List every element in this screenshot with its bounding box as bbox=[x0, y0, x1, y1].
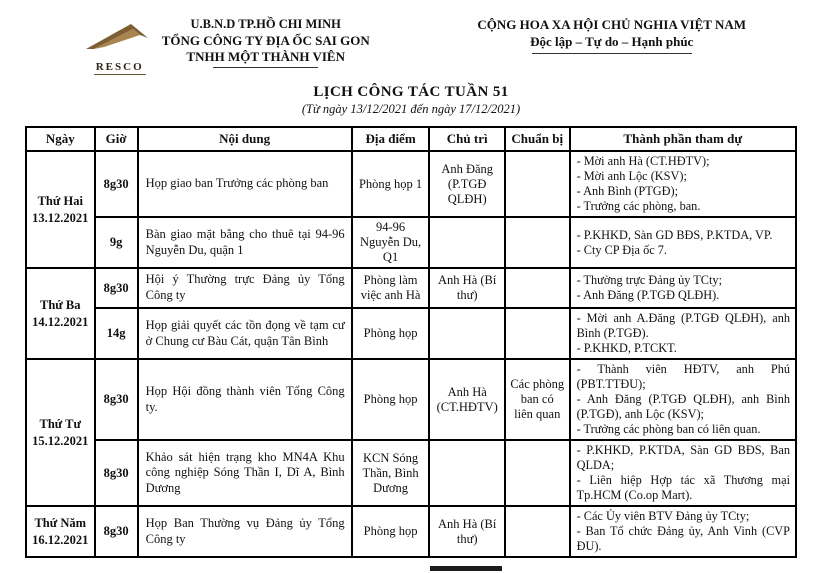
day-cell: Thứ Hai 13.12.2021 bbox=[26, 151, 95, 268]
location-cell: 94-96 Nguyễn Du, Q1 bbox=[352, 217, 430, 268]
participant-line: - Mời anh Lộc (KSV); bbox=[576, 169, 687, 183]
column-header-4: Chủ trì bbox=[429, 127, 504, 151]
title-block bbox=[25, 84, 797, 117]
location-cell: KCN Sóng Thần, Bình Dương bbox=[352, 440, 430, 506]
table-row bbox=[26, 440, 796, 506]
org-header-block bbox=[25, 14, 426, 75]
content-cell: Họp Ban Thường vụ Đảng ủy Tổng Công ty bbox=[138, 506, 352, 557]
column-header-1: Giờ bbox=[95, 127, 138, 151]
logo-text: RESCO bbox=[95, 61, 144, 73]
schedule-table bbox=[25, 126, 797, 558]
prepare-cell bbox=[505, 217, 570, 268]
participants-cell bbox=[570, 268, 796, 308]
location-cell: Phòng họp bbox=[352, 506, 430, 557]
org-line2: TỔNG CÔNG TY ĐỊA ỐC SAI GON bbox=[161, 32, 370, 48]
location-cell: Phòng họp bbox=[352, 308, 430, 359]
content-cell: Hội ý Thường trực Đảng ủy Tổng Công ty bbox=[138, 268, 352, 308]
org-line3: TNHH MỘT THÀNH VIÊN bbox=[186, 48, 345, 64]
participant-line: - P.KHKD, P.TCKT. bbox=[576, 341, 677, 355]
motto-underline bbox=[532, 53, 692, 54]
org-underline bbox=[213, 67, 318, 68]
prepare-cell bbox=[505, 308, 570, 359]
schedule-table-body bbox=[26, 151, 796, 557]
participant-line: - Trưởng các phòng, ban. bbox=[576, 199, 701, 213]
time-cell: 8g30 bbox=[95, 151, 138, 217]
time-cell: 14g bbox=[95, 308, 138, 359]
chair-cell: Anh Hà (CT.HĐTV) bbox=[429, 359, 504, 440]
national-motto-line1: CỘNG HOA XA HỘI CHỦ NGHIA VIỆT NAM bbox=[477, 17, 746, 32]
participant-line: - Thường trực Đảng ủy TCty; bbox=[576, 273, 722, 287]
table-row bbox=[26, 217, 796, 268]
chair-cell bbox=[429, 308, 504, 359]
content-cell: Họp Hội đồng thành viên Tổng Công ty. bbox=[138, 359, 352, 440]
table-row bbox=[26, 506, 796, 557]
participant-line: - Anh Đăng (P.TGĐ QLĐH). bbox=[576, 288, 720, 302]
time-cell: 8g30 bbox=[95, 359, 138, 440]
column-header-2: Nội dung bbox=[138, 127, 352, 151]
day-cell: Thứ Tư 15.12.2021 bbox=[26, 359, 95, 506]
prepare-cell: Các phòng ban có liên quan bbox=[505, 359, 570, 440]
content-cell: Họp giải quyết các tồn đọng về tạm cư ở Chung cư Bàu Cát, quận Tân Bình bbox=[138, 308, 352, 359]
participant-line: - Thành viên HĐTV, anh Phú (PBT.TTĐU); bbox=[576, 362, 790, 391]
chair-cell: Anh Hà (Bí thư) bbox=[429, 506, 504, 557]
participant-line: - Ban Tổ chức Đảng ủy, Anh Vinh (CVP ĐU). bbox=[576, 524, 790, 553]
roof-icon bbox=[84, 22, 156, 52]
time-cell: 8g30 bbox=[95, 440, 138, 506]
table-header-row bbox=[26, 127, 796, 151]
chair-cell bbox=[429, 217, 504, 268]
footer-mark bbox=[430, 566, 502, 571]
content-cell: Khảo sát hiện trạng kho MN4A Khu công nghiệp Sóng Thần I, Dĩ A, Bình Dương bbox=[138, 440, 352, 506]
page-subtitle: (Từ ngày 13/12/2021 đến ngày 17/12/2021) bbox=[301, 102, 521, 116]
participant-line: - Mời anh A.Đăng (P.TGĐ QLĐH), anh Bình (P.TGĐ). bbox=[576, 311, 790, 340]
column-header-3: Địa điểm bbox=[352, 127, 430, 151]
content-cell: Họp giao ban Trưởng các phòng ban bbox=[138, 151, 352, 217]
chair-cell: Anh Hà (Bí thư) bbox=[429, 268, 504, 308]
time-cell: 9g bbox=[95, 217, 138, 268]
prepare-cell bbox=[505, 151, 570, 217]
page-title: LỊCH CÔNG TÁC TUẦN 51 bbox=[313, 84, 509, 100]
participant-line: - P.KHKD, P.KTDA, Sàn GD BĐS, Ban QLDA; bbox=[576, 443, 790, 472]
national-header-block bbox=[426, 14, 797, 75]
prepare-cell bbox=[505, 268, 570, 308]
document-header bbox=[25, 14, 797, 75]
national-motto-line2: Độc lập – Tự do – Hạnh phúc bbox=[530, 33, 694, 49]
location-cell: Phòng làm việc anh Hà bbox=[352, 268, 430, 308]
table-row bbox=[26, 151, 796, 217]
table-row bbox=[26, 268, 796, 308]
participants-cell bbox=[570, 440, 796, 506]
time-cell: 8g30 bbox=[95, 506, 138, 557]
column-header-0: Ngày bbox=[26, 127, 95, 151]
day-cell: Thứ Ba 14.12.2021 bbox=[26, 268, 95, 359]
table-row bbox=[26, 308, 796, 359]
content-cell: Bàn giao mặt bằng cho thuê tại 94-96 Nguyễn Du, quận 1 bbox=[138, 217, 352, 268]
participant-line: - Liên hiệp Hợp tác xã Thương mại Tp.HCM (Co.op Mart). bbox=[576, 473, 790, 502]
resco-logo bbox=[82, 22, 158, 75]
column-header-6: Thành phần tham dự bbox=[570, 127, 796, 151]
participants-cell bbox=[570, 506, 796, 557]
day-cell: Thứ Năm 16.12.2021 bbox=[26, 506, 95, 557]
participant-line: - Anh Đăng (P.TGĐ QLĐH), anh Bình (P.TGĐ), anh Lộc (KSV); bbox=[576, 392, 790, 421]
participants-cell bbox=[570, 359, 796, 440]
time-cell: 8g30 bbox=[95, 268, 138, 308]
participant-line: - Cty CP Địa ốc 7. bbox=[576, 242, 667, 257]
participant-line: - P.KHKD, Sàn GD BĐS, P.KTDA, VP. bbox=[576, 227, 773, 242]
column-header-5: Chuẩn bị bbox=[505, 127, 570, 151]
location-cell: Phòng họp bbox=[352, 359, 430, 440]
participant-line: - Các Ủy viên BTV Đảng ủy TCty; bbox=[576, 509, 750, 523]
participants-cell bbox=[570, 217, 796, 268]
participant-line: - Anh Bình (PTGĐ); bbox=[576, 184, 679, 198]
prepare-cell bbox=[505, 440, 570, 506]
participant-line: - Trưởng các phòng ban có liên quan. bbox=[576, 422, 761, 436]
participants-cell bbox=[570, 308, 796, 359]
table-row bbox=[26, 359, 796, 440]
participants-cell bbox=[570, 151, 796, 217]
chair-cell: Anh Đăng (P.TGĐ QLĐH) bbox=[429, 151, 504, 217]
prepare-cell bbox=[505, 506, 570, 557]
chair-cell bbox=[429, 440, 504, 506]
org-line1: U.B.N.D TP.HỒ CHI MINH bbox=[190, 17, 341, 31]
location-cell: Phòng họp 1 bbox=[352, 151, 430, 217]
participant-line: - Mời anh Hà (CT.HĐTV); bbox=[576, 154, 710, 168]
